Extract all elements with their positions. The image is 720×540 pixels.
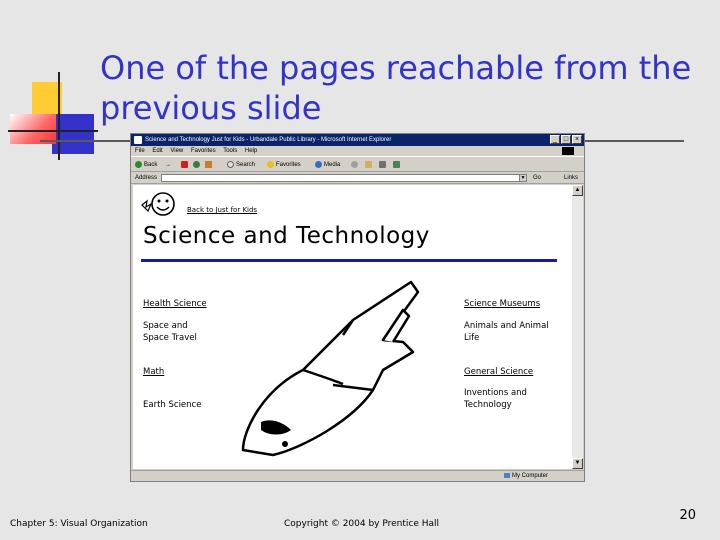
history-icon [351,161,358,168]
menu-edit[interactable]: Edit [152,148,163,154]
smiley-logo-icon [139,191,185,219]
back-to-just-for-kids-link[interactable]: Back to Just for Kids [187,206,258,214]
deco-vertical-line [58,72,60,160]
search-label: Search [236,162,256,168]
back-arrow-icon [135,161,142,168]
search-button[interactable] [227,160,255,170]
home-button[interactable] [205,160,214,170]
browser-titlebar [131,134,584,146]
print-button[interactable] [379,160,388,170]
slide-number: 20 [679,508,696,523]
space-travel-topic [143,320,197,344]
edit-button[interactable] [393,160,402,170]
menu-view[interactable]: View [170,148,184,154]
menu-tools[interactable]: Tools [223,148,238,154]
status-bar [131,470,584,482]
address-label: Address [135,175,158,181]
deco-horizontal-line [8,130,98,132]
computer-icon [504,473,510,478]
footer-chapter: Chapter 5: Visual Organization [10,519,148,529]
close-button[interactable]: × [572,135,582,144]
inventions-line-1: Inventions and [464,388,527,398]
media-icon [315,161,322,168]
stop-icon [181,161,188,168]
menu-bar [131,146,584,156]
media-label: Media [324,162,341,168]
mail-button[interactable] [365,160,374,170]
slide-title-line-2: previous slide [100,89,322,127]
history-button[interactable] [351,160,360,170]
media-button[interactable] [315,160,340,170]
favorites-star-icon [267,161,274,168]
vertical-scrollbar[interactable] [572,185,583,469]
animals-line-2: Life [464,333,480,343]
space-travel-line-1: Space and [143,321,188,331]
slide-title-line-1: One of the pages reachable from the [100,49,692,87]
menu-help[interactable]: Help [244,148,258,154]
earth-science-topic: Earth Science [143,400,202,410]
scroll-down-button[interactable]: ▼ [572,458,583,469]
slide-title [100,48,700,128]
window-title: Science and Technology Just for Kids - Urbandale Public Library - Microsoft Internet Explorer [145,137,392,143]
mail-icon [365,161,372,168]
browser-toolbar [131,156,584,172]
security-zone [504,471,548,482]
address-input[interactable] [161,174,523,182]
home-icon [205,161,212,168]
general-science-link[interactable]: General Science [464,367,534,377]
health-science-link[interactable]: Health Science [143,299,207,309]
page-heading: Science and Technology [143,223,430,249]
go-button[interactable]: Go [533,175,542,181]
windows-logo-icon [562,147,574,155]
refresh-icon [193,161,200,168]
back-button[interactable] [135,160,157,170]
links-button[interactable]: Links [563,175,578,181]
forward-button[interactable] [165,160,171,170]
zone-label: My Computer [511,473,548,479]
address-bar [131,172,584,184]
favorites-button[interactable] [267,160,301,170]
menu-file[interactable]: File [135,148,145,154]
print-icon [379,161,386,168]
math-link[interactable]: Math [143,367,165,377]
scroll-up-button[interactable]: ▲ [572,185,583,196]
search-icon [227,161,234,168]
footer-copyright: Copyright © 2004 by Prentice Hall [284,519,440,529]
space-travel-line-2: Space Travel [143,333,197,343]
slide-decoration [8,72,98,162]
ie-app-icon [134,136,142,144]
inventions-line-2: Technology [464,400,512,410]
science-museums-link[interactable]: Science Museums [464,299,541,309]
forward-arrow-icon: → [165,162,171,168]
back-label: Back [144,162,158,168]
stop-button[interactable] [181,160,190,170]
space-shuttle-illustration [233,280,433,460]
maximize-button[interactable]: □ [561,135,571,144]
menu-favorites[interactable]: Favorites [190,148,216,154]
animals-line-1: Animals and Animal [464,321,549,331]
page-content [133,185,572,469]
inventions-topic [464,387,527,411]
browser-window [130,133,585,482]
edit-icon [393,161,400,168]
favorites-label: Favorites [276,162,301,168]
animals-topic [464,320,549,344]
refresh-button[interactable] [193,160,202,170]
address-dropdown-icon[interactable]: ▼ [520,175,526,181]
heading-rule [141,259,557,262]
minimize-button[interactable]: _ [550,135,560,144]
